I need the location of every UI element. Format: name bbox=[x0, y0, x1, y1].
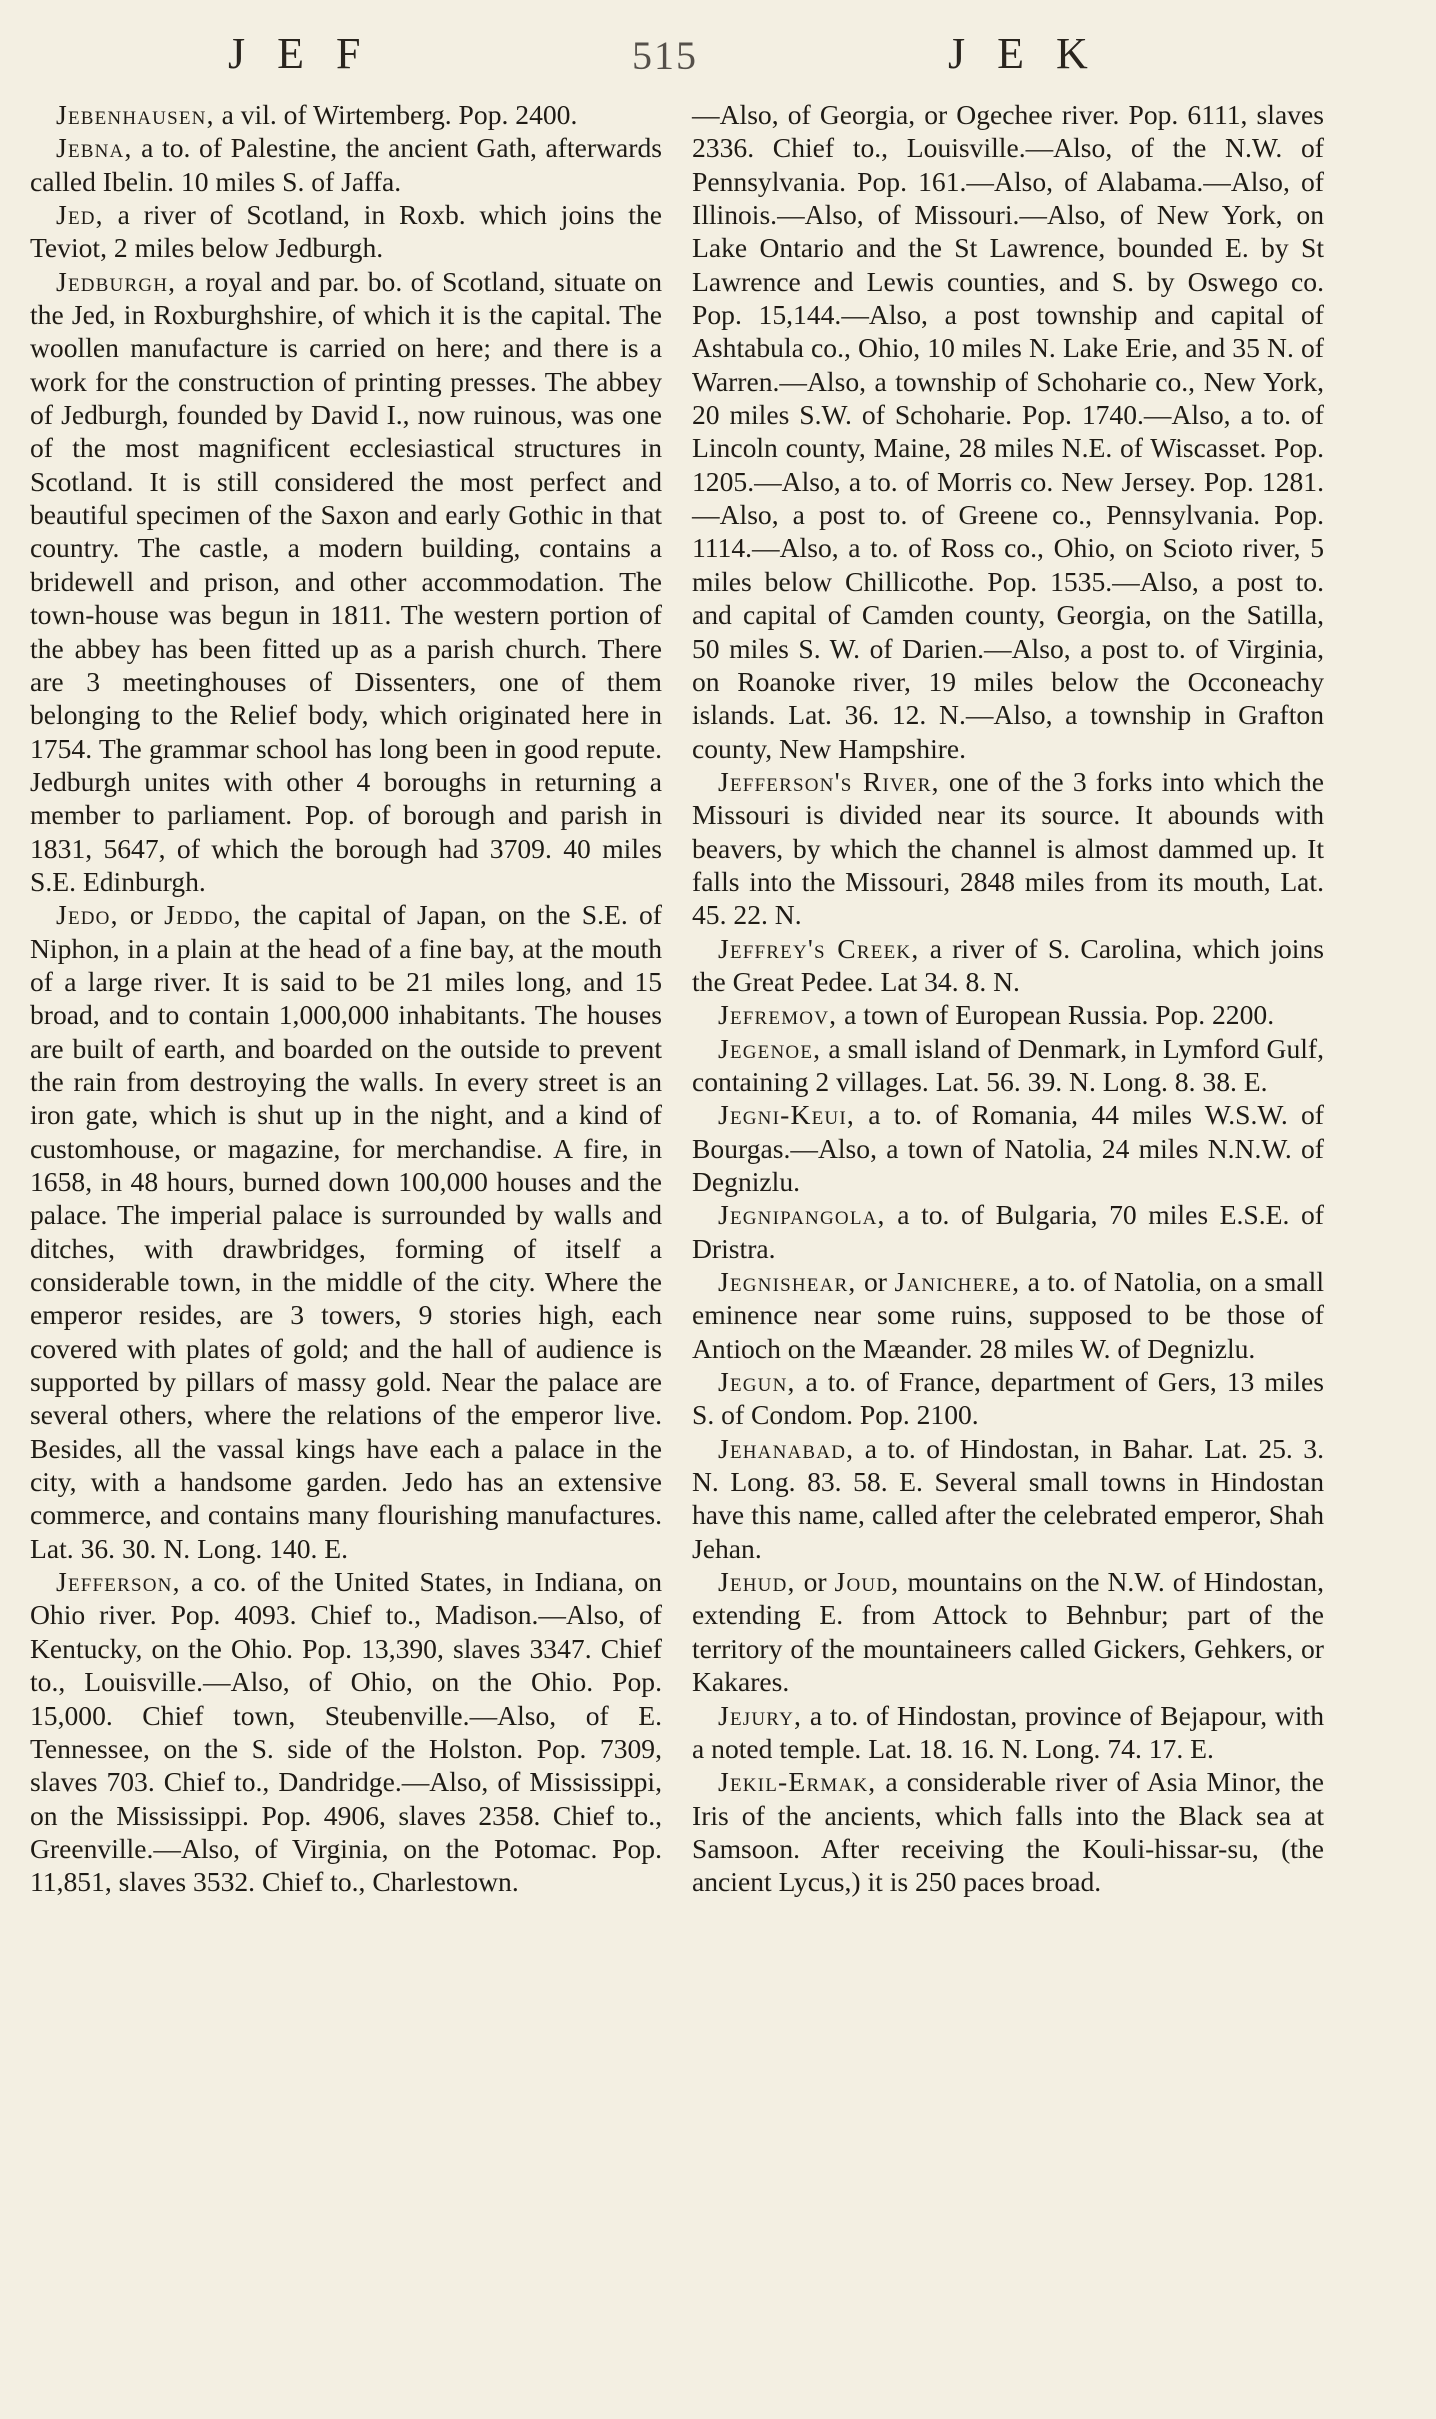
entry-text: a to. of Romania, 44 miles W.S.W. of Bourgas.—Also, a town of Natolia, 24 miles N.N.W. of Degnizlu. bbox=[692, 1099, 1324, 1197]
entry-headword: Jeffrey's Creek, bbox=[718, 932, 920, 964]
entry-text: or bbox=[795, 1566, 835, 1598]
gazetteer-entry bbox=[692, 765, 1324, 932]
entry-text: a vil. of Wirtemberg. Pop. 2400. bbox=[214, 99, 578, 130]
entry-text: a to. of Natolia, on a small eminence near some ruins, supposed to be those of Antioch on the Mæander. 28 miles W. of Degnizlu. bbox=[692, 1266, 1324, 1364]
entry-headword: Jegun, bbox=[718, 1366, 796, 1398]
entry-text: a river of S. Carolina, which joins the Great Pedee. Lat 34. 8. N. bbox=[692, 932, 1324, 997]
gazetteer-entry bbox=[30, 131, 662, 198]
gazetteer-entry bbox=[692, 1432, 1324, 1565]
left-column bbox=[30, 98, 662, 1899]
entry-text: a to. of Hindostan, in Bahar. Lat. 25. 3. N. Long. 83. 58. E. Several small towns in Hindostan have this name, called after the celebrated emperor, Shah Jehan. bbox=[692, 1432, 1324, 1564]
entry-headword: Jegenoe, bbox=[718, 1032, 822, 1064]
entry-text: a to. of France, department of Gers, 13 miles S. of Condom. Pop. 2100. bbox=[692, 1366, 1324, 1431]
entry-text: or bbox=[118, 899, 165, 931]
entry-headword: Jekil-Ermak, bbox=[718, 1766, 877, 1798]
entry-alt-headword: Joud, bbox=[834, 1566, 900, 1598]
gazetteer-entry bbox=[692, 1699, 1324, 1766]
gazetteer-entry bbox=[30, 898, 662, 1565]
entry-text: a to. of Hindostan, province of Bejapour, with a noted temple. Lat. 18. 16. N. Long. 74. 17. E. bbox=[692, 1699, 1324, 1764]
entry-text: a royal and par. bo. of Scotland, situate on the Jed, in Roxburghshire, of which it is the capital. The woollen manufacture is carried on here; and there is a work for the construction of printing presses. The abbey of Jedburgh, founded by David I., now ruinous, was one of the most magnificent ecclesiastical structures in Scotland. It is still considered the most perfect and beautiful specimen of the Saxon and early Gothic in that country. The castle, a modern building, contains a bridewell and prison, and other accommodation. The town-house was begun in 1811. The western portion of the abbey has been fitted up as a parish church. There are 3 meetinghouses of Dissenters, one of them belonging to the Relief body, which originated here in 1754. The grammar school has long been in good repute. Jedburgh unites with other 4 boroughs in returning a member to parliament. Pop. of borough and parish in 1831, 5647, of which the borough had 3709. 40 miles S.E. Edinburgh. bbox=[30, 265, 662, 897]
page-number: 515 bbox=[632, 33, 698, 78]
entry-headword: Jehud, bbox=[718, 1566, 796, 1598]
header-right-guide-word: JEK bbox=[948, 29, 1120, 78]
entry-headword: Jed, bbox=[56, 199, 104, 231]
header-left-guide-word: JEF bbox=[228, 29, 393, 78]
gazetteer-entry bbox=[692, 1265, 1324, 1365]
entry-headword: Jebna, bbox=[56, 132, 133, 164]
gazetteer-entry bbox=[30, 265, 662, 899]
entry-headword: Jedo, bbox=[56, 899, 119, 931]
entry-headword: Jehanabad, bbox=[718, 1432, 855, 1464]
entry-text: a town of European Russia. Pop. 2200. bbox=[837, 999, 1275, 1031]
gazetteer-entry bbox=[692, 1032, 1324, 1099]
entry-text: a small island of Denmark, in Lymford Gulf, containing 2 villages. Lat. 56. 39. N. Long. 8. 38. E. bbox=[692, 1032, 1324, 1097]
gazetteer-entry bbox=[692, 1098, 1324, 1198]
gazetteer-entry bbox=[692, 1365, 1324, 1432]
entry-text: a considerable river of Asia Minor, the Iris of the ancients, which falls into the Black sea at Samsoon. After receiving the Kouli-hissar-su, (the ancient Lycus,) it is 250 paces broad. bbox=[692, 1766, 1324, 1898]
right-column bbox=[692, 98, 1324, 1899]
gazetteer-entry bbox=[30, 98, 662, 131]
entry-headword: Jefferson's River, bbox=[718, 765, 940, 797]
entry-text: the capital of Japan, on the S.E. of Niphon, in a plain at the head of a fine bay, at the mouth of a large river. It is said to be 21 miles long, and 15 broad, and to contain 1,000,000 inhabitants. The houses are built of earth, and boarded on the outside to prevent the rain from destroying the walls. In every street is an iron gate, which is shut up in the night, and a kind of customhouse, or magazine, for merchandise. A fire, in 1658, in 48 hours, burned down 100,000 houses and the palace. The imperial palace is surrounded by walls and ditches, with drawbridges, forming of itself a considerable town, in the middle of the city. Where the emperor resides, are 3 towers, 9 stories high, each covered with plates of gold; and the hall of audience is supported by pillars of massy gold. Near the palace are several others, where the relations of the emperor live. Besides, all the vassal kings have each a palace in the city, with a handsome garden. Jedo has an extensive commerce, and contains many flourishing manufactures. Lat. 36. 30. N. Long. 140. E. bbox=[30, 899, 662, 1564]
entry-headword: Jefremov, bbox=[718, 999, 838, 1031]
entry-text: a river of Scotland, in Roxb. which joins the Teviot, 2 miles below Jedburgh. bbox=[30, 199, 662, 264]
entry-headword: Jedburgh, bbox=[56, 265, 177, 297]
entry-alt-headword: Janichere, bbox=[894, 1266, 1021, 1298]
entry-text: one of the 3 forks into which the Missouri is divided near its source. It abounds with beavers, by which the channel is almost dammed up. It falls into the Missouri, 2848 miles from its mouth, Lat. 45. 22. N. bbox=[692, 765, 1324, 931]
gazetteer-entry bbox=[692, 998, 1324, 1031]
entry-headword: Jegni-Keui, bbox=[718, 1099, 855, 1131]
gazetteer-entry bbox=[30, 1565, 662, 1898]
entry-headword: Jegnishear, bbox=[718, 1266, 857, 1298]
running-header bbox=[0, 28, 1436, 92]
entry-headword: Jebenhausen, bbox=[56, 99, 215, 130]
entry-text: mountains on the N.W. of Hindostan, extending E. from Attock to Behnbur; part of the territory of the mountaineers called Gickers, Gehkers, or Kakares. bbox=[692, 1566, 1324, 1698]
gazetteer-entry bbox=[692, 98, 1324, 765]
entry-text: a to. of Bulgaria, 70 miles E.S.E. of Dristra. bbox=[692, 1199, 1324, 1264]
entry-text: or bbox=[856, 1266, 895, 1298]
entry-text: a to. of Palestine, the ancient Gath, afterwards called Ibelin. 10 miles S. of Jaffa. bbox=[30, 132, 662, 197]
entry-headword: Jefferson, bbox=[56, 1566, 181, 1598]
gazetteer-entry bbox=[30, 198, 662, 265]
entry-text: a co. of the United States, in Indiana, on Ohio river. Pop. 4093. Chief to., Madison.—Also, of Kentucky, on the Ohio. Pop. 13,390, slaves 3347. Chief to., Louisville.—Also, of Ohio, on the Ohio. Pop. 15,000. Chief town, Steubenville.—Also, of E. Tennessee, on the S. side of the Holston. Pop. 7309, slaves 703. Chief to., Dandridge.—Also, of Mississippi, on the Mississippi. Pop. 4906, slaves 2358. Chief to., Greenville.—Also, of Virginia, on the Potomac. Pop. 11,851, slaves 3532. Chief to., Charlestown. bbox=[30, 1566, 662, 1898]
gazetteer-entry bbox=[692, 1198, 1324, 1265]
entry-headword: Jejury, bbox=[718, 1699, 803, 1731]
entry-text: —Also, of Georgia, or Ogechee river. Pop. 6111, slaves 2336. Chief to., Louisville.—Also, of the N.W. of Pennsylvania. Pop. 161.—Also, of Alabama.—Also, of Illinois.—Also, of Missouri.—Also, of New York, on Lake Ontario and the St Lawrence, bounded E. by St Lawrence and Lewis counties, and S. by Oswego co. Pop. 15,144.—Also, a post township and capital of Ashtabula co., Ohio, 10 miles N. Lake Erie, and 35 N. of Warren.—Also, a township of Schoharie co., New York, 20 miles S.W. of Schoharie. Pop. 1740.—Also, a to. of Lincoln county, Maine, 28 miles N.E. of Wiscasset. Pop. 1205.—Also, a to. of Morris co. New Jersey. Pop. 1281.—Also, a post to. of Greene co., Pennsylvania. Pop. 1114.—Also, a to. of Ross co., Ohio, on Scioto river, 5 miles below Chillicothe. Pop. 1535.—Also, a post to. and capital of Camden county, Georgia, on the Satilla, 50 miles S. W. of Darien.—Also, a post to. of Virginia, on Roanoke river, 19 miles below the Occoneachy islands. Lat. 36. 12. N.—Also, a township in Grafton county, New Hampshire. bbox=[692, 99, 1324, 764]
entry-alt-headword: Jeddo, bbox=[164, 899, 242, 931]
gazetteer-entry bbox=[692, 1765, 1324, 1898]
gazetteer-entry bbox=[692, 1565, 1324, 1698]
entry-headword: Jegnipangola, bbox=[718, 1199, 886, 1231]
gazetteer-entry bbox=[692, 932, 1324, 999]
